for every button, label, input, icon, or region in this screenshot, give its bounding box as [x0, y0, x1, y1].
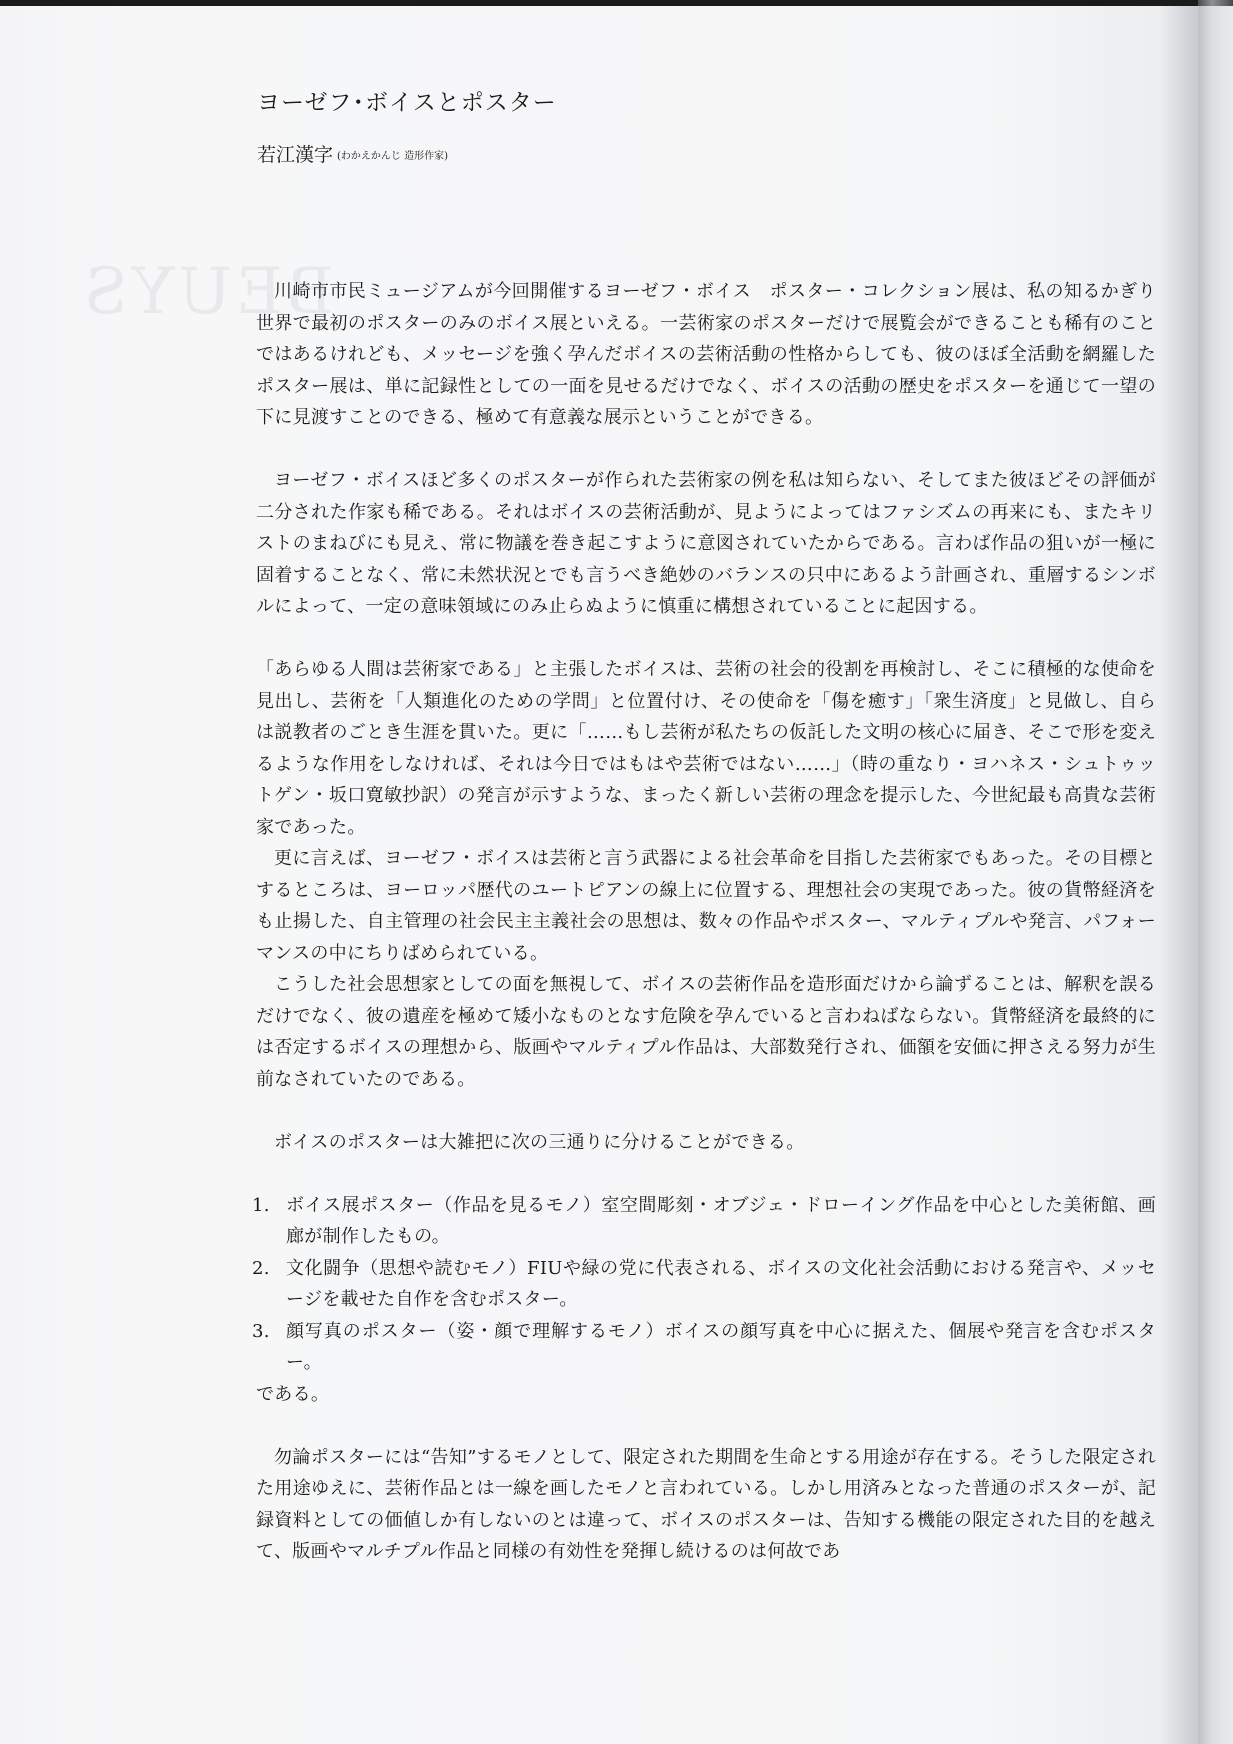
poster-category-list	[252, 1190, 1156, 1379]
show-through-text: BEUYS	[80, 255, 334, 329]
page-top-edge	[0, 0, 1233, 6]
paragraph-4: 更に言えば、ヨーゼフ・ボイスは芸術と言う武器による社会革命を目指した芸術家でもあった。その目標とするところは、ヨーロッパ歴代のユートピアンの線上に位置する、理想社会の実現であった。彼の貨幣経済をも止揚した、自主管理の社会民主主義社会の思想は、数々の作品やポスター、マルティプルや発言、パフォーマンスの中にちりばめられている。	[256, 848, 1156, 964]
paragraph-6: ボイスのポスターは大雑把に次の三通りに分けることができる。	[274, 1131, 805, 1153]
paragraph-8: 勿論ポスターには“告知”するモノとして、限定された期間を生命とする用途が存在する。そうした限定された用途ゆえに、芸術作品とは一線を画したモノと言われている。しかし用済みとなった普通のポスターが、記録資料としての価値しか有しないのとは違って、ボイスのポスターは、告知する機能の限定された目的を越えて、版画やマルチプル作品と同様の有効性を発揮し続けるのは何故であ	[256, 1446, 1156, 1562]
list-item	[252, 1253, 1156, 1316]
spine-shadow	[1198, 0, 1233, 1744]
author-name: 若江漢字	[257, 144, 334, 166]
paragraph-2: ヨーゼフ・ボイスほど多くのポスターが作られた芸術家の例を私は知らない、そしてまた彼ほどその評価が二分された作家も稀である。それはボイスの芸術活動が、見ようによってはファシズムの再来にも、またキリストのまねびにも見え、常に物議を巻き起こすように意図されていたからである。言わば作品の狙いが一極に固着することなく、常に未然状況とでも言うべき絶妙のバランスの只中にあるよう計画され、重層するシンボルによって、一定の意味領域にのみ止らぬように慎重に構想されていることに起因する。	[256, 470, 1156, 617]
paragraph-5: こうした社会思想家としての面を無視して、ボイスの芸術作品を造形面だけから論ずることは、解釈を誤るだけでなく、彼の遺産を極めて矮小なものとなす危険を孕んでいると言わねばならない。貨幣経済を最終的には否定するボイスの理想から、版画やマルティプル作品は、大部数発行され、価額を安価に押さえる努力が生前なされていたのである。	[256, 974, 1156, 1090]
list-item	[252, 1190, 1156, 1253]
list-item-text: 文化闘争（思想や読むモノ）FIUや緑の党に代表される、ボイスの文化社会活動における発言や、メッセージを載せた自作を含むポスター。	[286, 1257, 1156, 1310]
paragraph-7: である。	[256, 1383, 330, 1405]
article-body	[252, 276, 1156, 1568]
author-line	[257, 140, 448, 167]
list-item-text: 顔写真のポスター（姿・顔で理解するモノ）ボイスの顔写真を中心に据えた、個展や発言を含むポスター。	[286, 1320, 1156, 1373]
list-item-number: 3.	[252, 1320, 270, 1342]
paragraph-1: 川崎市市民ミュージアムが今回開催するヨーゼフ・ボイス ポスター・コレクション展は、私の知るかぎり世界で最初のポスターのみのボイス展といえる。一芸術家のポスターだけで展覧会ができることも稀有のことではあるけれども、メッセージを強く孕んだボイスの芸術活動の性格からしても、彼のほぼ全活動を網羅したポスター展は、単に記録性としての一面を見せるだけでなく、ボイスの活動の歴史をポスターを通じて一望の下に見渡すことのできる、極めて有意義な展示ということができる。	[256, 281, 1156, 428]
article-title: ヨーゼフ･ボイスとポスター	[257, 90, 557, 116]
list-item-number: 2.	[252, 1257, 270, 1279]
list-item-text: ボイス展ポスター（作品を見るモノ）室空間彫刻・オブジェ・ドローイング作品を中心とした美術館、画廊が制作したもの。	[286, 1194, 1156, 1247]
paragraph-3: 「あらゆる人間は芸術家である」と主張したボイスは、芸術の社会的役割を再検討し、そこに積極的な使命を見出し、芸術を「人類進化のための学問」と位置付け、その使命を「傷を癒す」「衆生済度」と見做し、自らは説教者のごとき生涯を貫いた。更に「……もし芸術が私たちの仮託した文明の核心に届き、そこで形を変えるような作用をしなければ、それは今日ではもはや芸術ではない……」（時の重なり・ヨハネス・シュトゥットゲン・坂口寛敏抄訳）の発言が示すような、まったく新しい芸術の理念を提示した、今世紀最も高貴な芸術家であった。	[256, 659, 1156, 838]
list-item-number: 1.	[252, 1194, 270, 1216]
author-note: (わかえかんじ 造形作家)	[337, 151, 448, 162]
list-item	[252, 1316, 1156, 1379]
